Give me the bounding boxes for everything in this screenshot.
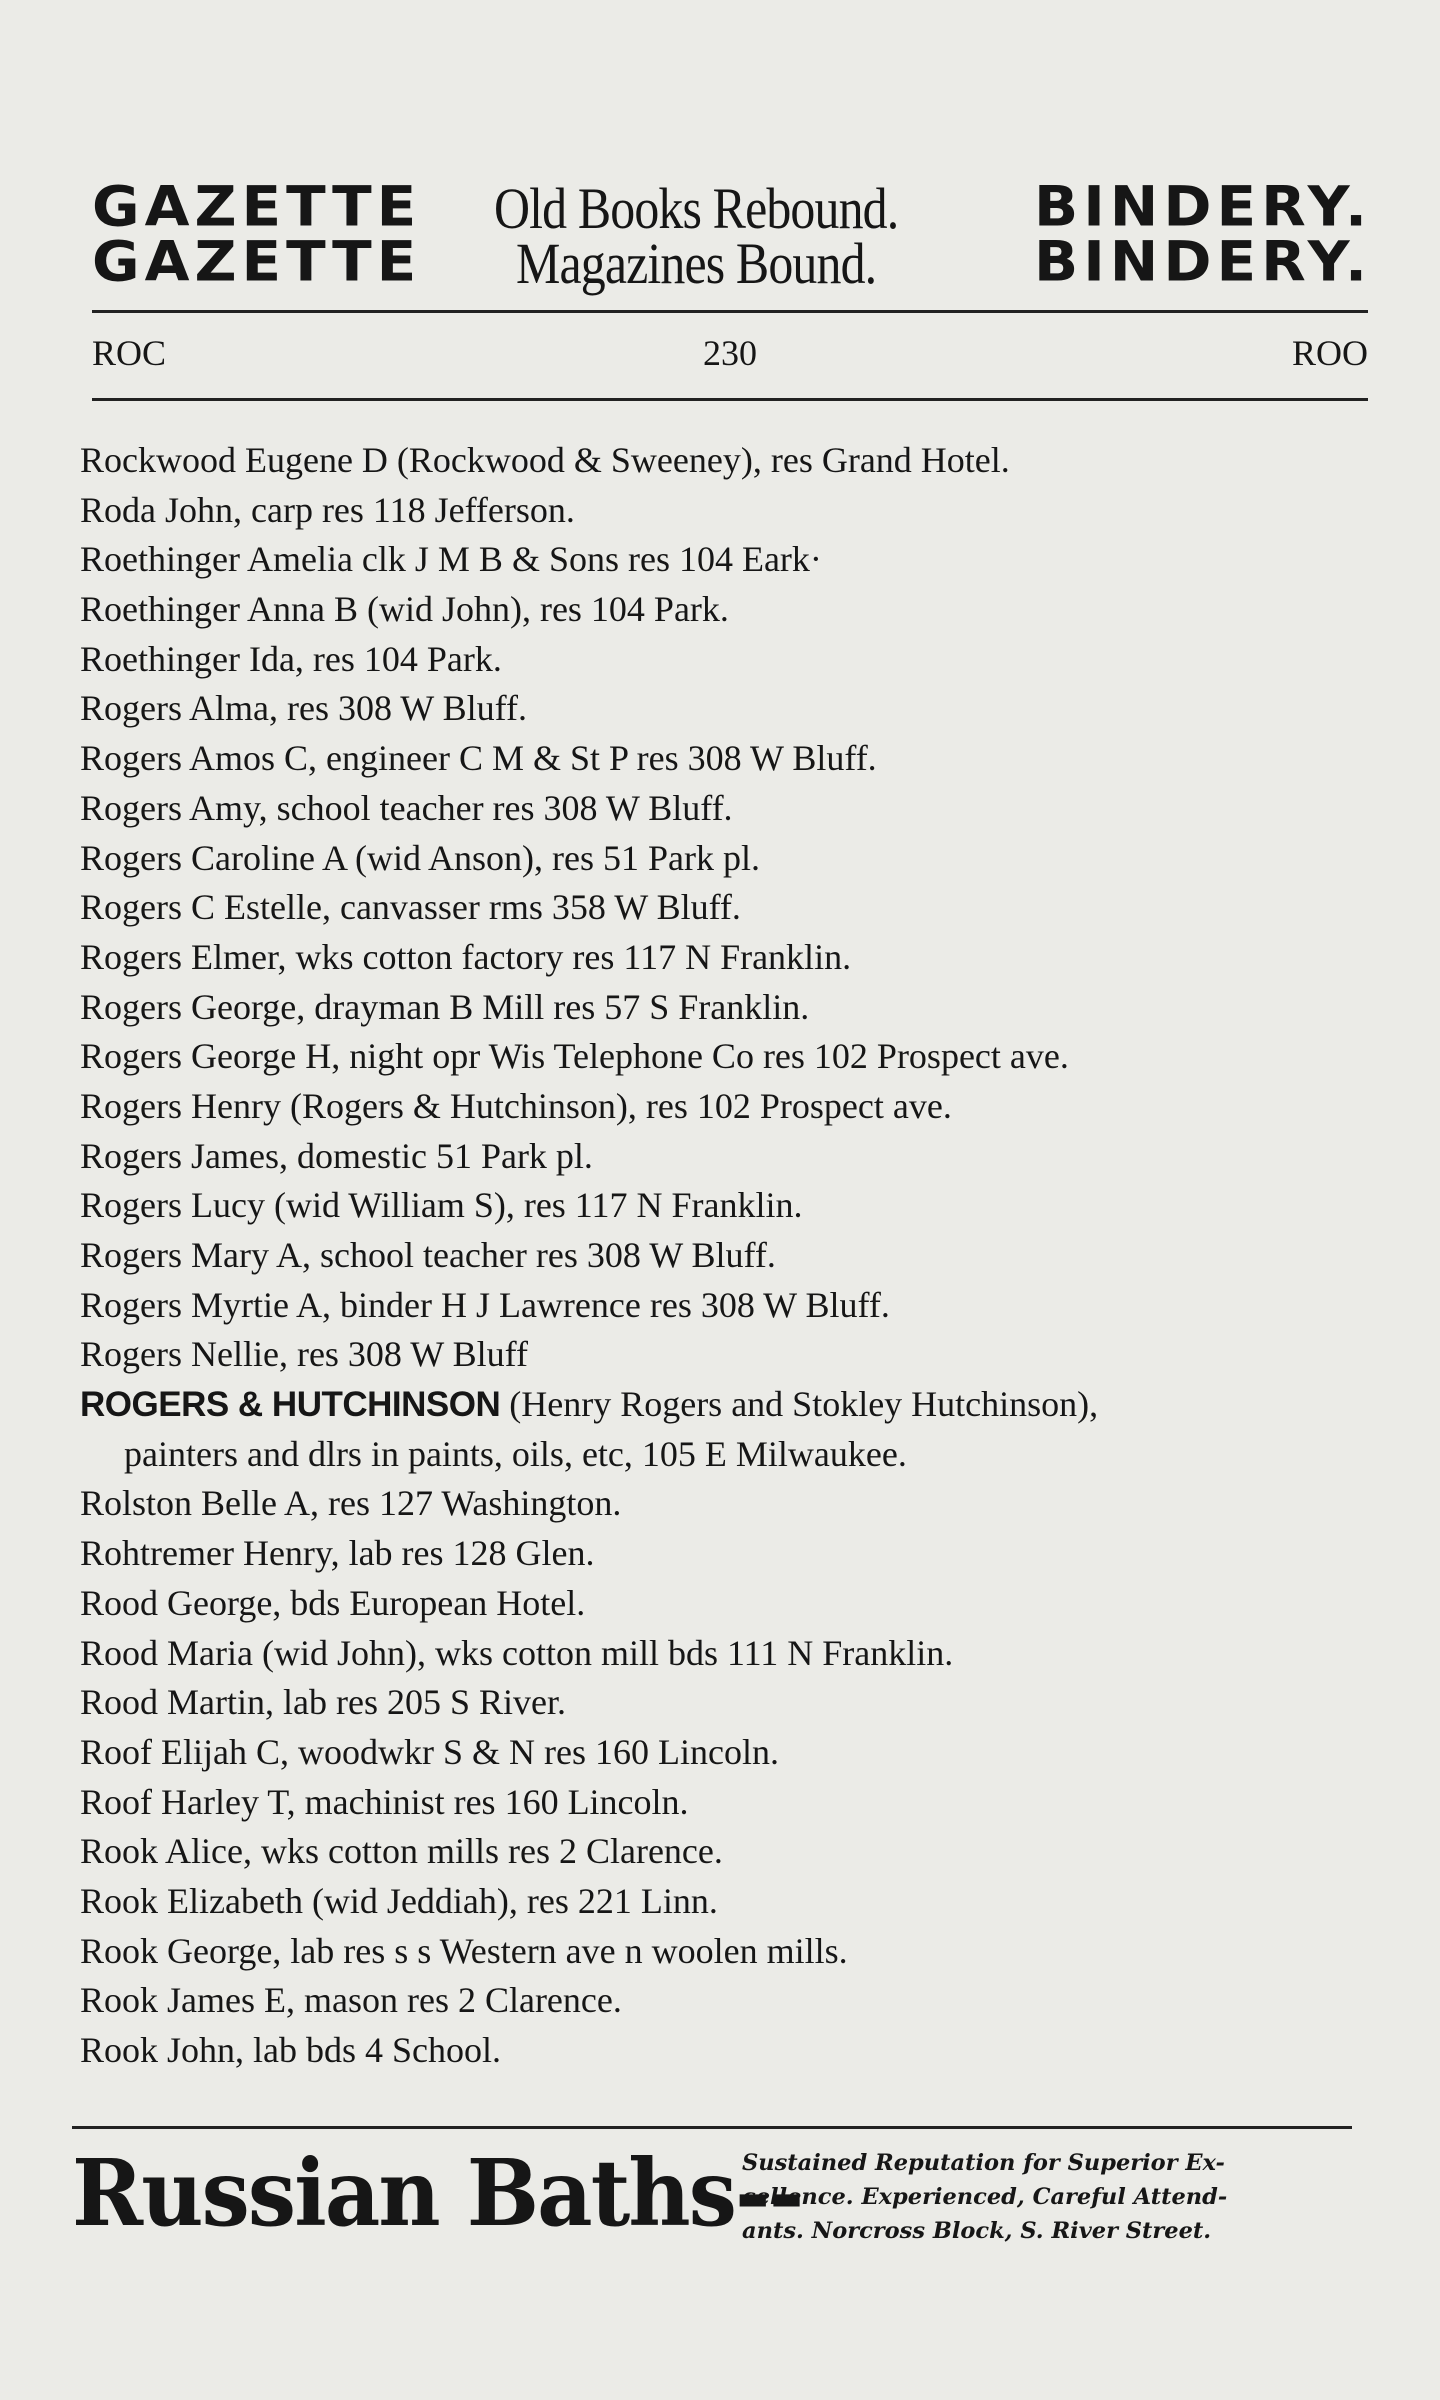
entry-text: (Henry Rogers and Stokley Hutchinson),: [500, 1384, 1099, 1425]
directory-entry: [80, 1082, 1380, 1132]
entry-text: Roof Elijah C, woodwkr S & N res 160 Lincoln.: [80, 1731, 779, 1772]
directory-entry: [80, 1380, 1380, 1430]
entry-text: Rood Maria (wid John), wks cotton mill bds 111 N Franklin.: [80, 1632, 954, 1673]
directory-entry: [80, 1629, 1380, 1679]
entry-text: Rook James E, mason res 2 Clarence.: [80, 1980, 622, 2021]
ad-line-2: [92, 229, 1372, 296]
entry-text: Roethinger Ida, res 104 Park.: [80, 638, 502, 679]
russian-baths-description: [742, 2146, 1362, 2248]
directory-entry: [80, 1181, 1380, 1231]
ad-desc-line: cellence. Experienced, Careful Attend-: [742, 2184, 1228, 2210]
directory-entries: [80, 436, 1380, 2076]
russian-baths-title: Russian Baths--: [72, 2139, 803, 2247]
russian-baths-ad: [72, 2138, 1362, 2258]
directory-entry: [80, 1877, 1380, 1927]
top-rule: [92, 310, 1368, 313]
entry-text: Rogers Henry (Rogers & Hutchinson), res 102 Prospect ave.: [80, 1085, 952, 1126]
entry-text: Rood George, bds European Hotel.: [80, 1582, 586, 1623]
directory-entry: [80, 486, 1380, 536]
entry-text: painters and dlrs in paints, oils, etc, 105 E Milwaukee.: [124, 1433, 907, 1474]
ad-desc-line: ants. Norcross Block, S. River Street.: [742, 2218, 1212, 2244]
directory-entry: [80, 1430, 1380, 1480]
directory-entry: [80, 1479, 1380, 1529]
ad-line-1: [92, 174, 1372, 241]
directory-entry: [80, 684, 1380, 734]
directory-entry: [80, 1579, 1380, 1629]
entry-text: Rohtremer Henry, lab res 128 Glen.: [80, 1533, 595, 1574]
entry-text: Roda John, carp res 118 Jefferson.: [80, 489, 575, 530]
directory-entry: [80, 1678, 1380, 1728]
entry-text: Rook George, lab res s s Western ave n woolen mills.: [80, 1930, 848, 1971]
entry-text: Rook Alice, wks cotton mills res 2 Clarence.: [80, 1831, 723, 1872]
directory-entry: [80, 1529, 1380, 1579]
entry-text: Rogers Myrtie A, binder H J Lawrence res 308 W Bluff.: [80, 1284, 890, 1325]
magazines-text: Magazines Bound.: [516, 231, 877, 296]
entry-text: Rogers Lucy (wid William S), res 117 N Franklin.: [80, 1185, 803, 1226]
directory-entry: [80, 1976, 1380, 2026]
firm-name: ROGERS & HUTCHINSON: [80, 1385, 501, 1425]
entry-text: Rogers Mary A, school teacher res 308 W Bluff.: [80, 1235, 776, 1275]
entry-text: Rogers Amy, school teacher res 308 W Bluff.: [80, 787, 733, 828]
directory-entry: [80, 1728, 1380, 1778]
entry-text: Rogers James, domestic 51 Park pl.: [80, 1135, 593, 1176]
entry-text: Rook John, lab bds 4 School.: [80, 2030, 502, 2070]
gazette-bindery-ad: [92, 174, 1372, 296]
directory-entry: [80, 1281, 1380, 1331]
directory-entry: [80, 436, 1380, 486]
directory-entry: [80, 2026, 1380, 2076]
entry-text: Rogers Alma, res 308 W Bluff.: [80, 688, 527, 729]
directory-entry: [80, 635, 1380, 685]
bottom-rule: [72, 2126, 1352, 2129]
directory-entry: [80, 983, 1380, 1033]
ad-desc-line: Sustained Reputation for Superior Ex-: [742, 2150, 1225, 2176]
directory-entry: [80, 1330, 1380, 1380]
directory-entry: [80, 883, 1380, 933]
entry-text: Rogers Nellie, res 308 W Bluff: [80, 1334, 528, 1375]
directory-entry: [80, 734, 1380, 784]
running-header: [92, 328, 1368, 378]
directory-entry: [80, 1778, 1380, 1828]
directory-entry: [80, 933, 1380, 983]
entry-text: Roethinger Amelia clk J M B & Sons res 104 Eark·: [80, 539, 822, 580]
bindery-word: BINDERY.: [1033, 229, 1372, 294]
entry-text: Rogers C Estelle, canvasser rms 358 W Bluff.: [80, 887, 741, 928]
header-left-guide: ROC: [92, 333, 167, 373]
directory-entry: [80, 1231, 1380, 1281]
entry-text: Roethinger Anna B (wid John), res 104 Park.: [80, 589, 729, 630]
bindery-word: BINDERY.: [1033, 174, 1372, 239]
header-rule: [92, 398, 1368, 401]
gazette-word: GAZETTE: [92, 229, 422, 294]
entry-text: Rolston Belle A, res 127 Washington.: [80, 1483, 622, 1524]
entry-text: Rogers Elmer, wks cotton factory res 117 N Franklin.: [80, 936, 852, 977]
entry-text: Rogers Amos C, engineer C M & St P res 308 W Bluff.: [80, 738, 877, 779]
entry-text: Roof Harley T, machinist res 160 Lincoln.: [80, 1781, 689, 1822]
directory-entry: [80, 784, 1380, 834]
entry-text: Rogers Caroline A (wid Anson), res 51 Park pl.: [80, 837, 760, 878]
entry-text: Rockwood Eugene D (Rockwood & Sweeney), res Grand Hotel.: [80, 440, 1010, 480]
directory-entry: [80, 834, 1380, 884]
entry-text: Rook Elizabeth (wid Jeddiah), res 221 Linn.: [80, 1880, 718, 1921]
entry-text: Rood Martin, lab res 205 S River.: [80, 1682, 566, 1723]
page-number: 230: [703, 333, 757, 373]
gazette-word: GAZETTE: [92, 174, 422, 239]
entry-text: Rogers George, drayman B Mill res 57 S Franklin.: [80, 986, 810, 1027]
directory-entry: [80, 1132, 1380, 1182]
old-books-text: Old Books Rebound.: [494, 176, 899, 241]
entry-text: Rogers George H, night opr Wis Telephone Co res 102 Prospect ave.: [80, 1036, 1069, 1077]
directory-entry: [80, 1827, 1380, 1877]
directory-entry: [80, 585, 1380, 635]
directory-entry: [80, 1032, 1380, 1082]
directory-entry: [80, 535, 1380, 585]
header-right-guide: ROO: [1291, 333, 1368, 373]
directory-entry: [80, 1927, 1380, 1977]
